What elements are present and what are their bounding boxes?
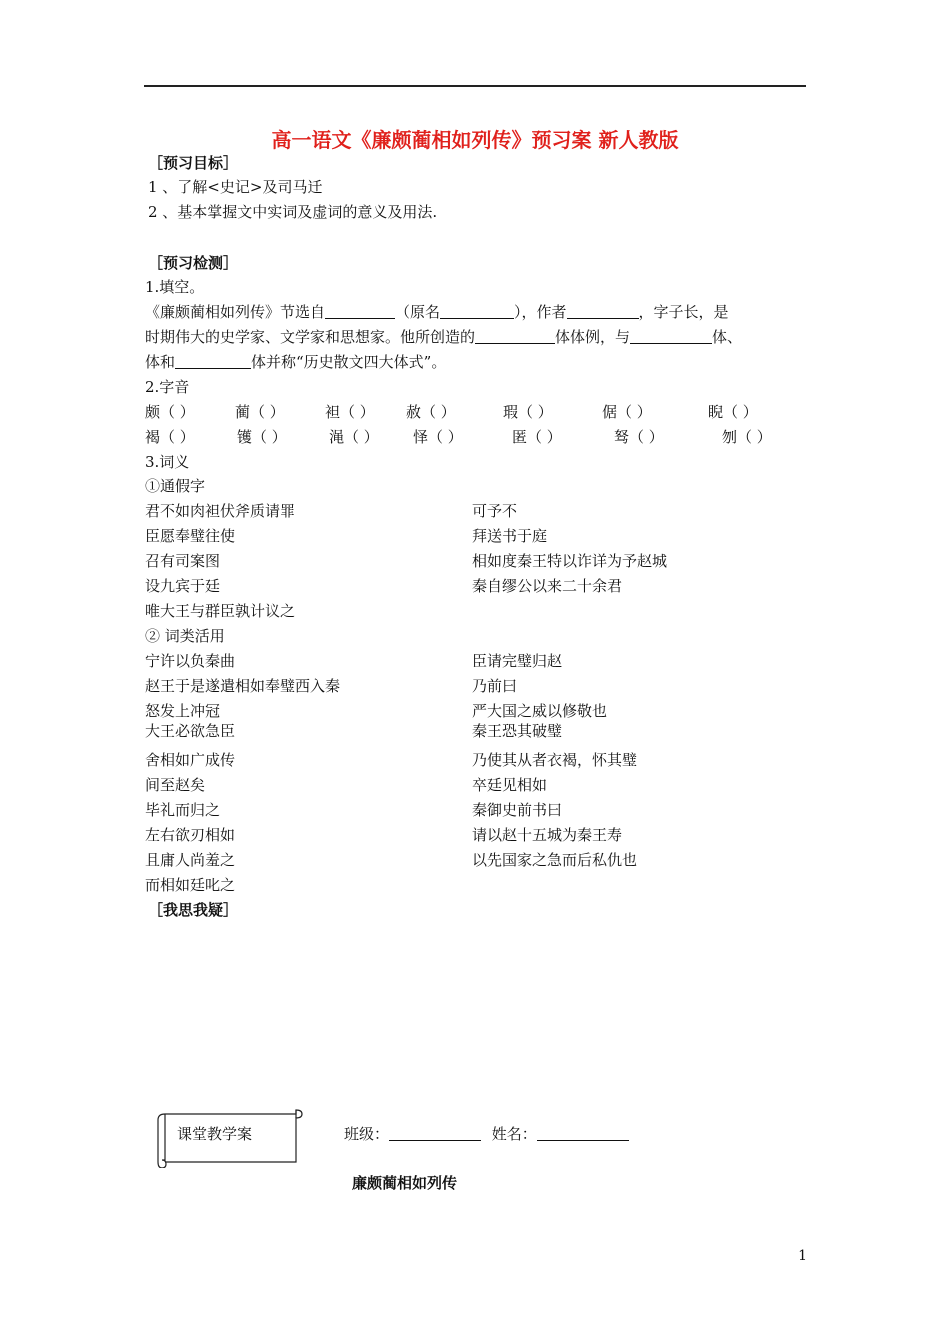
pronunciation-heading: 2.字音 xyxy=(145,378,190,396)
pronunciation-item: 匿（ ） xyxy=(512,428,562,446)
tongjia-sentence: 相如度秦王特以诈详为予赵城 xyxy=(472,552,668,570)
fill-text: 体和 xyxy=(145,353,176,371)
fill-text: 时期伟大的史学家、文学家和思想家。他所创造的 xyxy=(145,328,476,346)
pronunciation-item: 赦（ ） xyxy=(406,403,456,421)
huoyong-sentence: 臣请完璧归赵 xyxy=(472,652,563,670)
huoyong-heading: ② 词类活用 xyxy=(145,627,225,645)
pronunciation-item: 颇（ ） xyxy=(145,403,195,421)
check-heading: ［预习检测］ xyxy=(148,254,239,272)
tongjia-sentence: 唯大王与群臣孰计议之 xyxy=(145,602,296,620)
fill-line-2 xyxy=(145,326,742,348)
fill-text: ，字子长，是 xyxy=(638,303,729,321)
huoyong-sentence: 秦御史前书曰 xyxy=(472,801,563,819)
name-input[interactable] xyxy=(537,1124,629,1141)
pronunciation-item: 袒（ ） xyxy=(325,403,375,421)
pronunciation-item: 褐（ ） xyxy=(145,428,195,446)
pronunciation-item: 蔺（ ） xyxy=(235,403,285,421)
class-name-row xyxy=(344,1123,629,1145)
pronunciation-item: 倨（ ） xyxy=(602,403,652,421)
fill-line-3 xyxy=(145,351,446,373)
fill-text: ），作者 xyxy=(514,303,567,321)
huoyong-sentence: 间至赵矣 xyxy=(145,776,206,794)
huoyong-sentence: 严大国之威以修敬也 xyxy=(472,702,608,720)
tongjia-sentence: 可予不 xyxy=(472,502,518,520)
goal-item: 1 、了解<史记>及司马迁 xyxy=(148,178,323,196)
huoyong-sentence: 毕礼而归之 xyxy=(145,801,221,819)
tongjia-sentence: 拜送书于庭 xyxy=(472,527,548,545)
pronunciation-item: 刎（ ） xyxy=(722,428,772,446)
tongjia-heading: ①通假字 xyxy=(145,477,206,495)
answer-blank[interactable] xyxy=(175,352,251,369)
class-label: 班级： xyxy=(344,1125,390,1143)
goal-item: 2 、基本掌握文中实词及虚词的意义及用法. xyxy=(148,203,438,221)
huoyong-sentence: 大王必欲急臣 xyxy=(145,722,236,740)
class-input[interactable] xyxy=(389,1124,481,1141)
pronunciation-item: 渑（ ） xyxy=(329,428,379,446)
page-number: 1 xyxy=(798,1248,807,1264)
tongjia-sentence: 设九宾于廷 xyxy=(145,577,221,595)
answer-blank[interactable] xyxy=(567,302,639,319)
pronunciation-item: 怿（ ） xyxy=(413,428,463,446)
tongjia-sentence: 君不如肉袒伏斧质请罪 xyxy=(145,502,296,520)
fill-text: 《廉颇蔺相如列传》节选自 xyxy=(145,303,326,321)
tongjia-sentence: 秦自缪公以来二十余君 xyxy=(472,577,623,595)
fill-heading: 1.填空。 xyxy=(145,278,205,296)
pronunciation-item: 驽（ ） xyxy=(614,428,664,446)
fill-line-1 xyxy=(145,301,729,323)
answer-blank[interactable] xyxy=(325,302,395,319)
name-label: 姓名： xyxy=(491,1125,537,1143)
document-title: 高一语文《廉颇蔺相如列传》预习案 新人教版 xyxy=(271,128,679,152)
answer-blank[interactable] xyxy=(475,327,555,344)
huoyong-sentence: 左右欲刃相如 xyxy=(145,826,236,844)
answer-blank[interactable] xyxy=(440,302,514,319)
huoyong-sentence: 乃使其从者衣褐，怀其璧 xyxy=(472,751,638,769)
huoyong-sentence: 宁许以负秦曲 xyxy=(145,652,236,670)
huoyong-sentence: 而相如廷叱之 xyxy=(145,876,236,894)
tongjia-sentence: 召有司案图 xyxy=(145,552,221,570)
think-heading: ［我思我疑］ xyxy=(148,901,239,919)
huoyong-sentence: 且庸人尚羞之 xyxy=(145,851,236,869)
pronunciation-item: 镬（ ） xyxy=(237,428,287,446)
fill-text: 体体例，与 xyxy=(555,328,631,346)
tongjia-sentence: 臣愿奉璧往使 xyxy=(145,527,236,545)
fill-text: 体并称“历史散文四大体式”。 xyxy=(251,353,447,371)
huoyong-sentence: 以先国家之急而后私仇也 xyxy=(472,851,638,869)
fill-text: 体、 xyxy=(712,328,743,346)
huoyong-sentence: 乃前曰 xyxy=(472,677,518,695)
ribbon-label: 课堂教学案 xyxy=(177,1125,253,1143)
huoyong-sentence: 秦王恐其破璧 xyxy=(472,722,563,740)
vocab-heading: 3.词义 xyxy=(145,453,190,471)
huoyong-sentence: 赵王于是遂遣相如奉璧西入秦 xyxy=(145,677,341,695)
answer-blank[interactable] xyxy=(630,327,712,344)
pronunciation-item: 瑕（ ） xyxy=(503,403,553,421)
pronunciation-item: 睨（ ） xyxy=(708,403,758,421)
huoyong-sentence: 舍相如广成传 xyxy=(145,751,236,769)
lesson-title: 廉颇蔺相如列传 xyxy=(352,1174,458,1192)
huoyong-sentence: 卒廷见相如 xyxy=(472,776,548,794)
fill-text: （原名 xyxy=(395,303,441,321)
header-rule xyxy=(144,85,806,87)
goals-heading: ［预习目标］ xyxy=(148,154,239,172)
huoyong-sentence: 请以赵十五城为秦王寿 xyxy=(472,826,623,844)
huoyong-sentence: 怒发上冲冠 xyxy=(145,702,221,720)
